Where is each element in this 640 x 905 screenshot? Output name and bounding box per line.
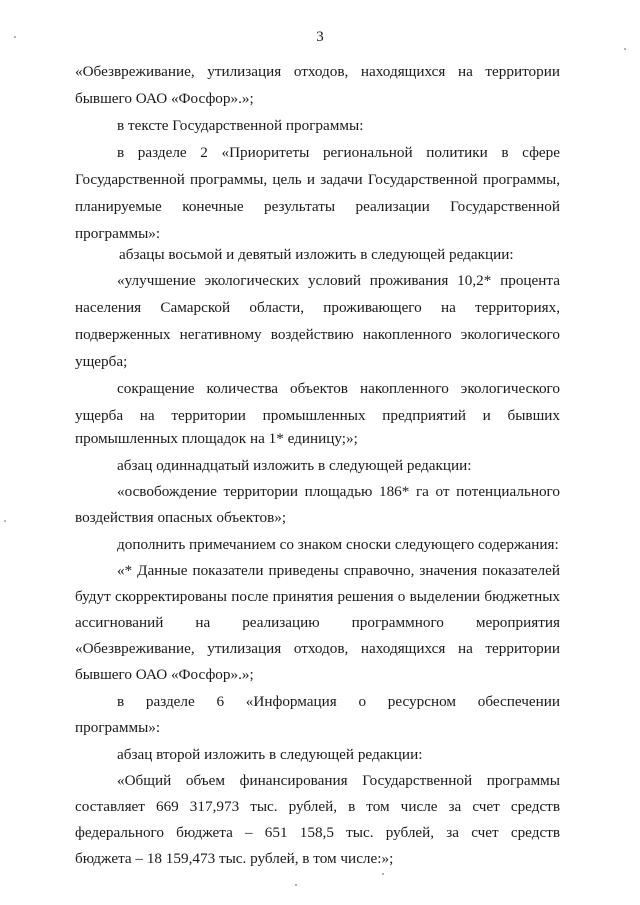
text-line: бывшего ОАО «Фосфор».»; [75,666,254,683]
text-line: программы»: [75,719,161,736]
text-line: абзац второй изложить в следующей редакции: [117,746,423,763]
text-line: в разделе 2 «Приоритеты региональной политики в сфере [117,144,560,161]
text-line: ассигнований на реализацию программного мероприятия [75,614,560,631]
scan-speck [14,36,16,38]
text-line: будут скорректированы после принятия решения о выделении бюджетных [75,588,560,605]
text-line: абзацы восьмой и девятый изложить в следующей редакции: [119,246,514,263]
text-line: «улучшение экологических условий проживания 10,2* процента [117,272,560,289]
scan-speck [624,48,626,50]
text-line: в разделе 6 «Информация о ресурсном обеспечении [117,693,560,710]
scan-speck [4,520,6,522]
text-line: бывшего ОАО «Фосфор».»; [75,90,254,107]
text-line: составляет 669 317,973 тыс. рублей, в том числе за счет средств [75,798,560,815]
text-line: сокращение количества объектов накопленного экологического [117,380,560,397]
page-number: 3 [316,29,324,45]
text-line: промышленных площадок на 1* единицу;»; [75,430,358,447]
scan-speck [295,884,297,886]
text-line: Государственной программы, цель и задачи Государственной программы, [75,171,560,188]
text-line: воздействия опасных объектов»; [75,509,287,526]
text-line: «Обезвреживание, утилизация отходов, находящихся на территории [75,63,560,80]
text-line: «* Данные показатели приведены справочно, значения показателей [117,562,560,579]
text-line: ущерба; [75,353,128,370]
scan-speck [382,873,384,875]
text-line: подверженных негативному воздействию накопленного экологического [75,326,560,343]
text-line: программы»: [75,225,161,242]
text-line: в тексте Государственной программы: [117,117,364,134]
text-line: федерального бюджета – 651 158,5 тыс. рублей, за счет средств [75,824,560,841]
text-line: абзац одиннадцатый изложить в следующей редакции: [117,457,472,474]
text-line: «Обезвреживание, утилизация отходов, находящихся на территории [75,640,560,657]
text-line: дополнить примечанием со знаком сноски следующего содержания: [117,536,559,553]
text-line: ущерба на территории промышленных предприятий и бывших [75,407,560,424]
text-line: «освобождение территории площадью 186* га от потенциального [117,483,560,500]
text-line: планируемые конечные результаты реализации Государственной [75,198,560,215]
text-line: бюджета – 18 159,473 тыс. рублей, в том числе:»; [75,850,394,867]
text-line: населения Самарской области, проживающего на территориях, [75,299,560,316]
text-line: «Общий объем финансирования Государственной программы [117,772,560,789]
